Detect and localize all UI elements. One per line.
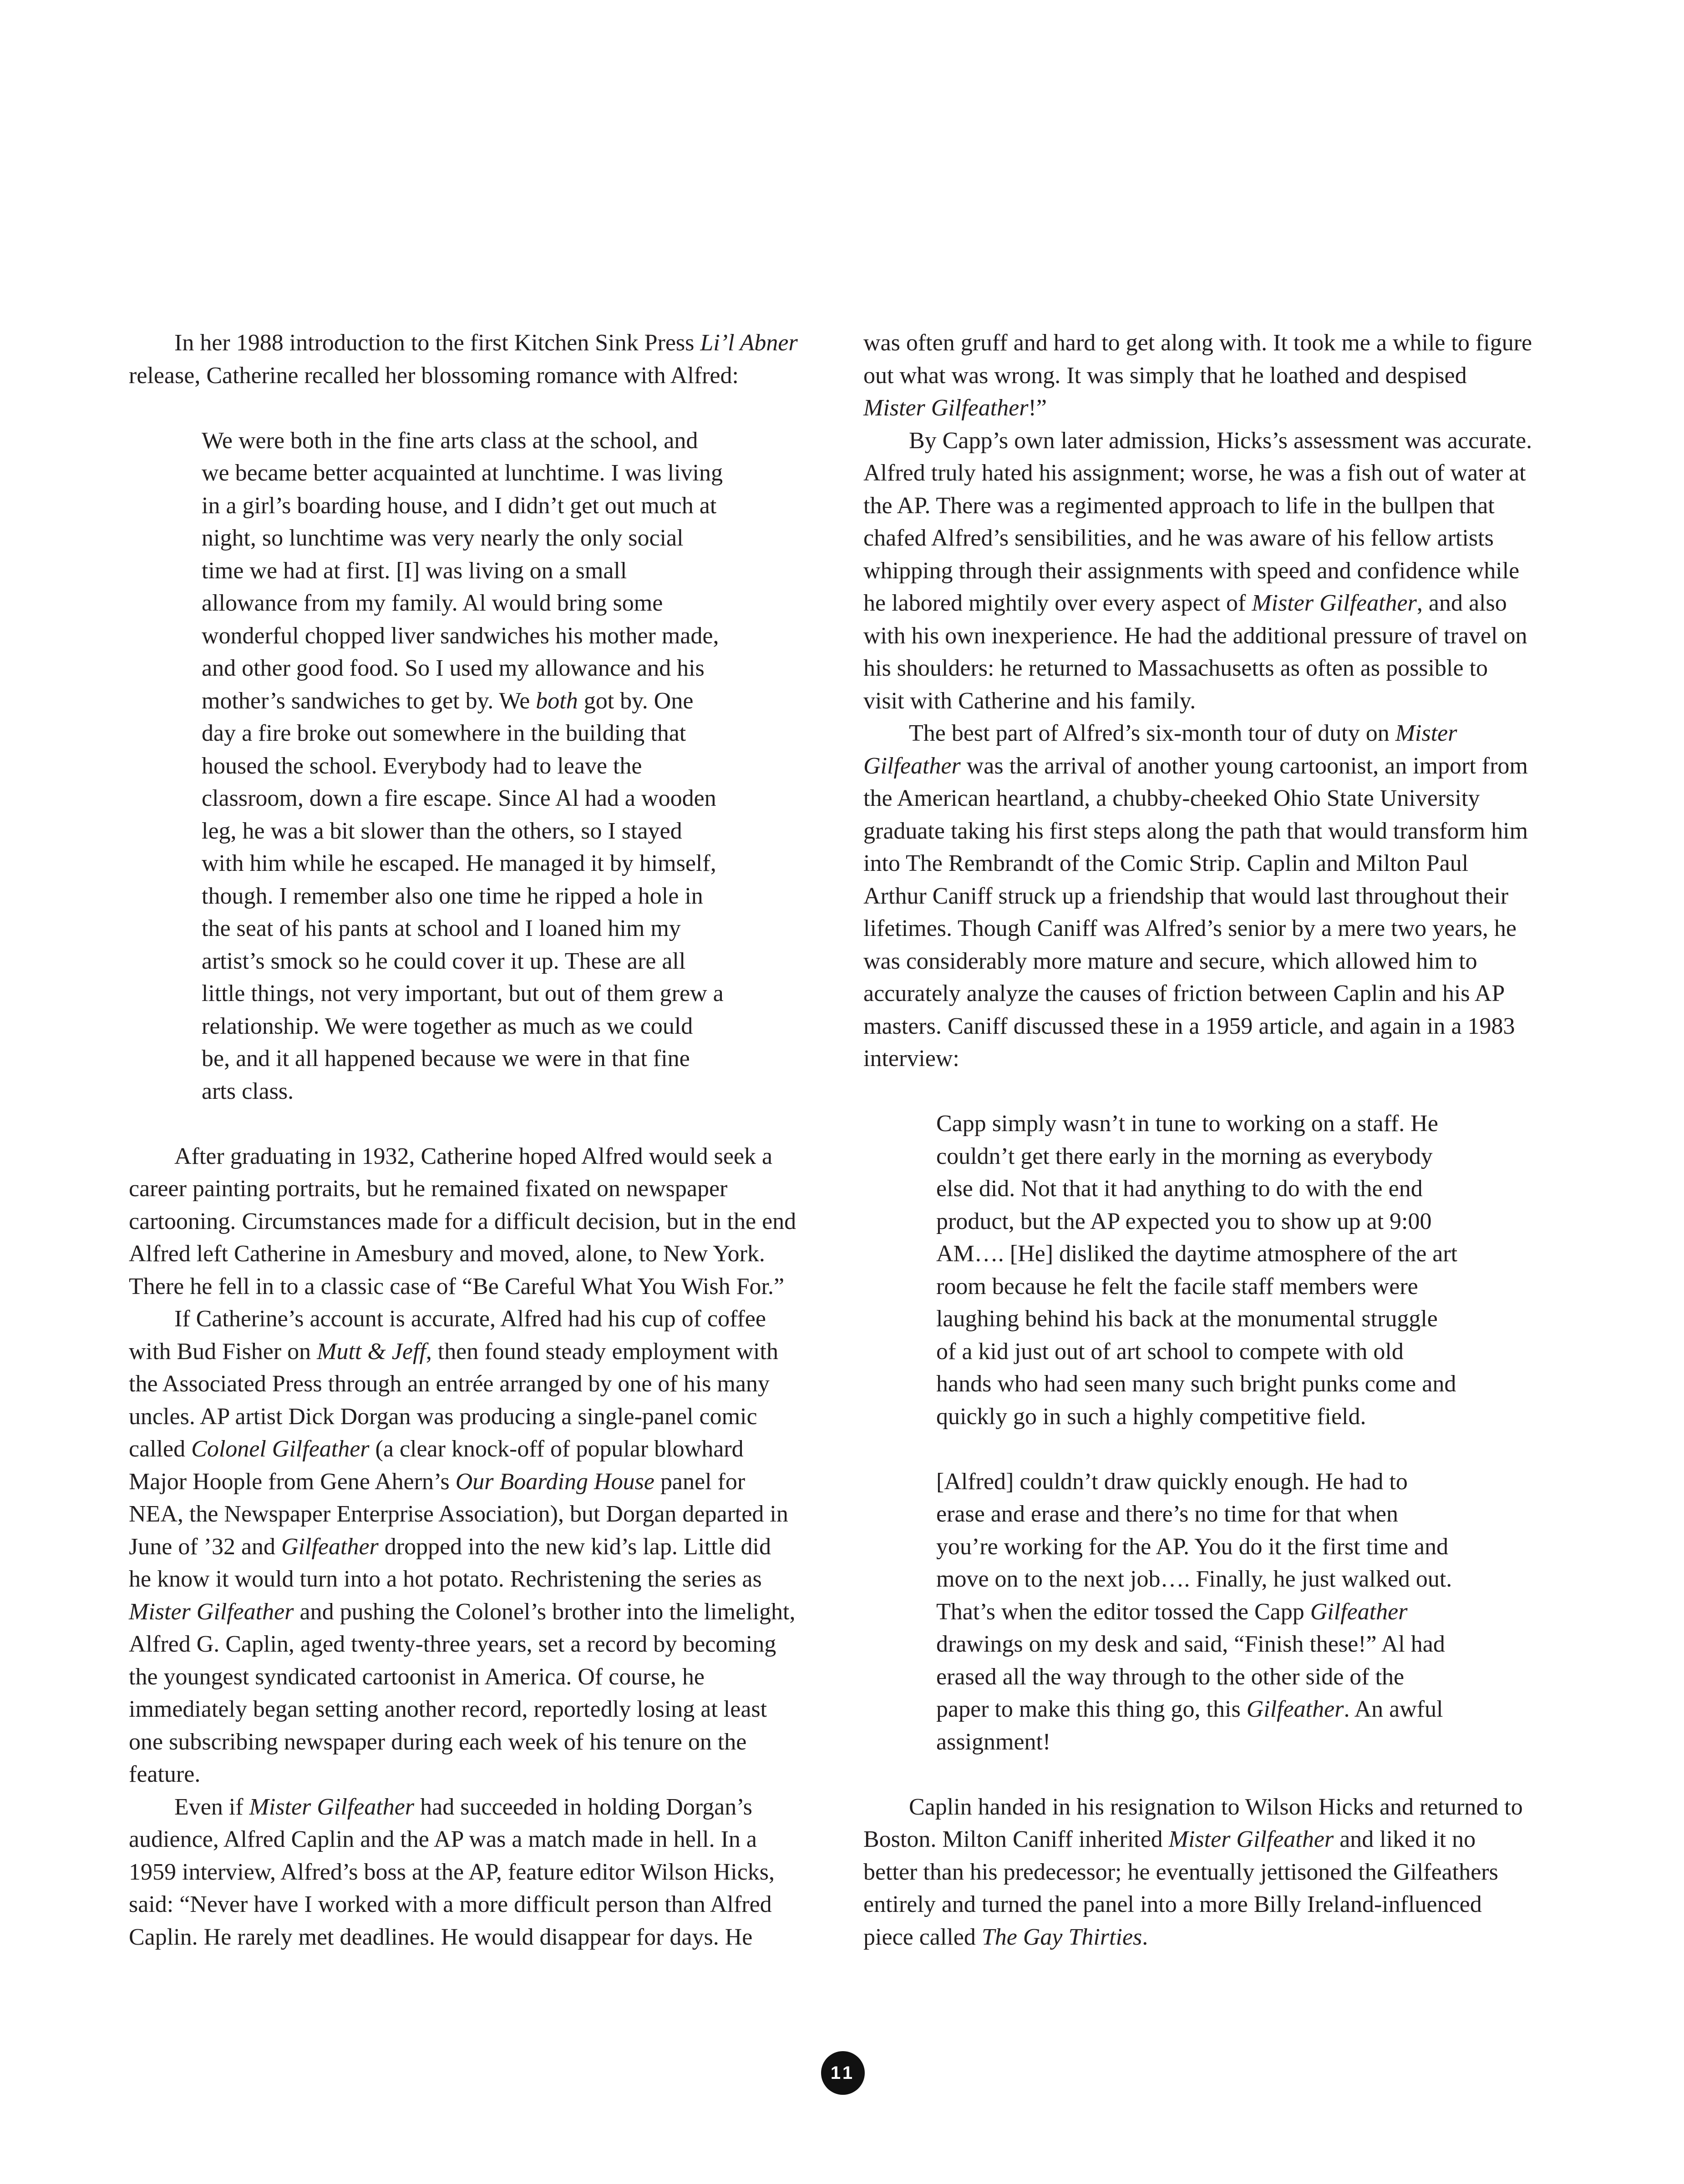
paragraph: The best part of Alfred’s six-month tour of duty on Mister Gilfeather was the arrival of another young cartoonist, an import from the American heartland, a chubby-cheeked Ohio State University graduate taking his first steps along the path that would transform him into The Rembrandt of the Comic Strip. Caplin and Milton Paul Arthur Caniff struck up a friendship that would last throughout their lifetimes. Though Caniff was Alfred’s senior by a mere two years, he was considerably more mature and secure, which allowed him to accurately analyze the causes of friction between Caplin and his AP masters. Caniff discussed these in a 1959 article, and again in a 1983 interview: <box>863 720 1528 1072</box>
paragraph: By Capp’s own later admission, Hicks’s assessment was accurate. Alfred truly hated his assignment; worse, he was a fish out of water at the AP. There was a regimented approach to life in the bullpen that chafed Alfred’s sensibilities, and he was aware of his fellow artists whipping through their assignments with speed and confidence while he labored mightily over every aspect of Mister Gilfeather, and also with his own inexperience. He had the additional pressure of travel on his shoulders: he returned to Massachusetts as often as possible to visit with Catherine and his family. <box>863 427 1532 714</box>
paragraph: Even if Mister Gilfeather had succeeded in holding Dorgan’s audience, Alfred Caplin and the AP was a match made in hell. In a 1959 interview, Alfred’s boss at the AP, feature editor Wilson Hicks, said: “Never have I worked with a more difficult person than Alfred Caplin. He rarely met deadlines. He would disappear for days. He <box>129 1794 775 1950</box>
paragraph: In her 1988 introduction to the first Kitchen Sink Press Li’l Abner release, Catherine recalled her blossoming romance with Alfred: <box>129 330 798 389</box>
paragraph: was often gruff and hard to get along with. It took me a while to figure out what was wrong. It was simply that he loathed and despised Mister Gilfeather!” <box>863 330 1532 421</box>
block-quote: Capp simply wasn’t in tune to working on a staff. He couldn’t get there early in the morning as everybody else did. Not that it had anything to do with the end product, but the AP expected you to show up at 9:00 AM…. [He] disliked the daytime atmosphere of the art room because he felt the facile staff members were laughing behind his back at the monumental struggle of a kid just out of art school to compete with old hands who had seen many such bright punks come and quickly go in such a highly competitive field. <box>936 1111 1458 1430</box>
left-column <box>129 327 798 1953</box>
page-number: 11 <box>821 2051 865 2095</box>
block-quote: We were both in the fine arts class at the school, and we became better acquainted at lunchtime. I was living in a girl’s boarding house, and I didn’t get out much at night, so lunchtime was very nearly the only social time we had at first. [I] was living on a small allowance from my family. Al would bring some wonderful chopped liver sandwiches his mother made, and other good food. So I used my allowance and his mother’s sandwiches to get by. We both got by. One day a fire broke out somewhere in the building that housed the school. Everybody had to leave the classroom, down a fire escape. Since Al had a wooden leg, he was a bit slower than the others, so I stayed with him while he escaped. He managed it by himself, though. I remember also one time he ripped a hole in the seat of his pants at school and I loaned him my artist’s smock so he could cover it up. These are all little things, not very important, but out of them grew a relationship. We were together as much as we could be, and it all happened because we were in that fine arts class. <box>202 427 724 1104</box>
right-column <box>863 327 1532 1953</box>
paragraph: Caplin handed in his resignation to Wilson Hicks and returned to Boston. Milton Caniff inherited Mister Gilfeather and liked it no better than his predecessor; he eventually jettisoned the Gilfeathers entirely and turned the panel into a more Billy Ireland-influenced piece called The Gay Thirties. <box>863 1794 1523 1950</box>
paragraph: If Catherine’s account is accurate, Alfred had his cup of coffee with Bud Fisher on Mutt & Jeff, then found steady employment with the Associated Press through an entrée arranged by one of his many uncles. AP artist Dick Dorgan was producing a single-panel comic called Colonel Gilfeather (a clear knock-off of popular blowhard Major Hoople from Gene Ahern’s Our Boarding House panel for NEA, the Newspaper Enterprise Association), but Dorgan departed in June of ’32 and Gilfeather dropped into the new kid’s lap. Little did he know it would turn into a hot potato. Rechristening the series as Mister Gilfeather and pushing the Colonel’s brother into the limelight, Alfred G. Caplin, aged twenty-three years, set a record by becoming the youngest syndicated cartoonist in America. Of course, he immediately began setting another record, reportedly losing at least one subscribing newspaper during each week of his tenure on the feature. <box>129 1306 796 1787</box>
block-quote: [Alfred] couldn’t draw quickly enough. He had to erase and erase and there’s no time for that when you’re working for the AP. You do it the first time and move on to the next job…. Finally, he just walked out. That’s when the editor tossed the Capp Gilfeather drawings on my desk and said, “Finish these!” Al had erased all the way through to the other side of the paper to make this thing go, this Gilfeather. An awful assignment! <box>936 1468 1452 1755</box>
paragraph: After graduating in 1932, Catherine hoped Alfred would seek a career painting portraits, but he remained fixated on newspaper cartooning. Circumstances made for a difficult decision, but in the end Alfred left Catherine in Amesbury and moved, alone, to New York. There he fell in to a classic case of “Be Careful What You Wish For.” <box>129 1143 796 1299</box>
